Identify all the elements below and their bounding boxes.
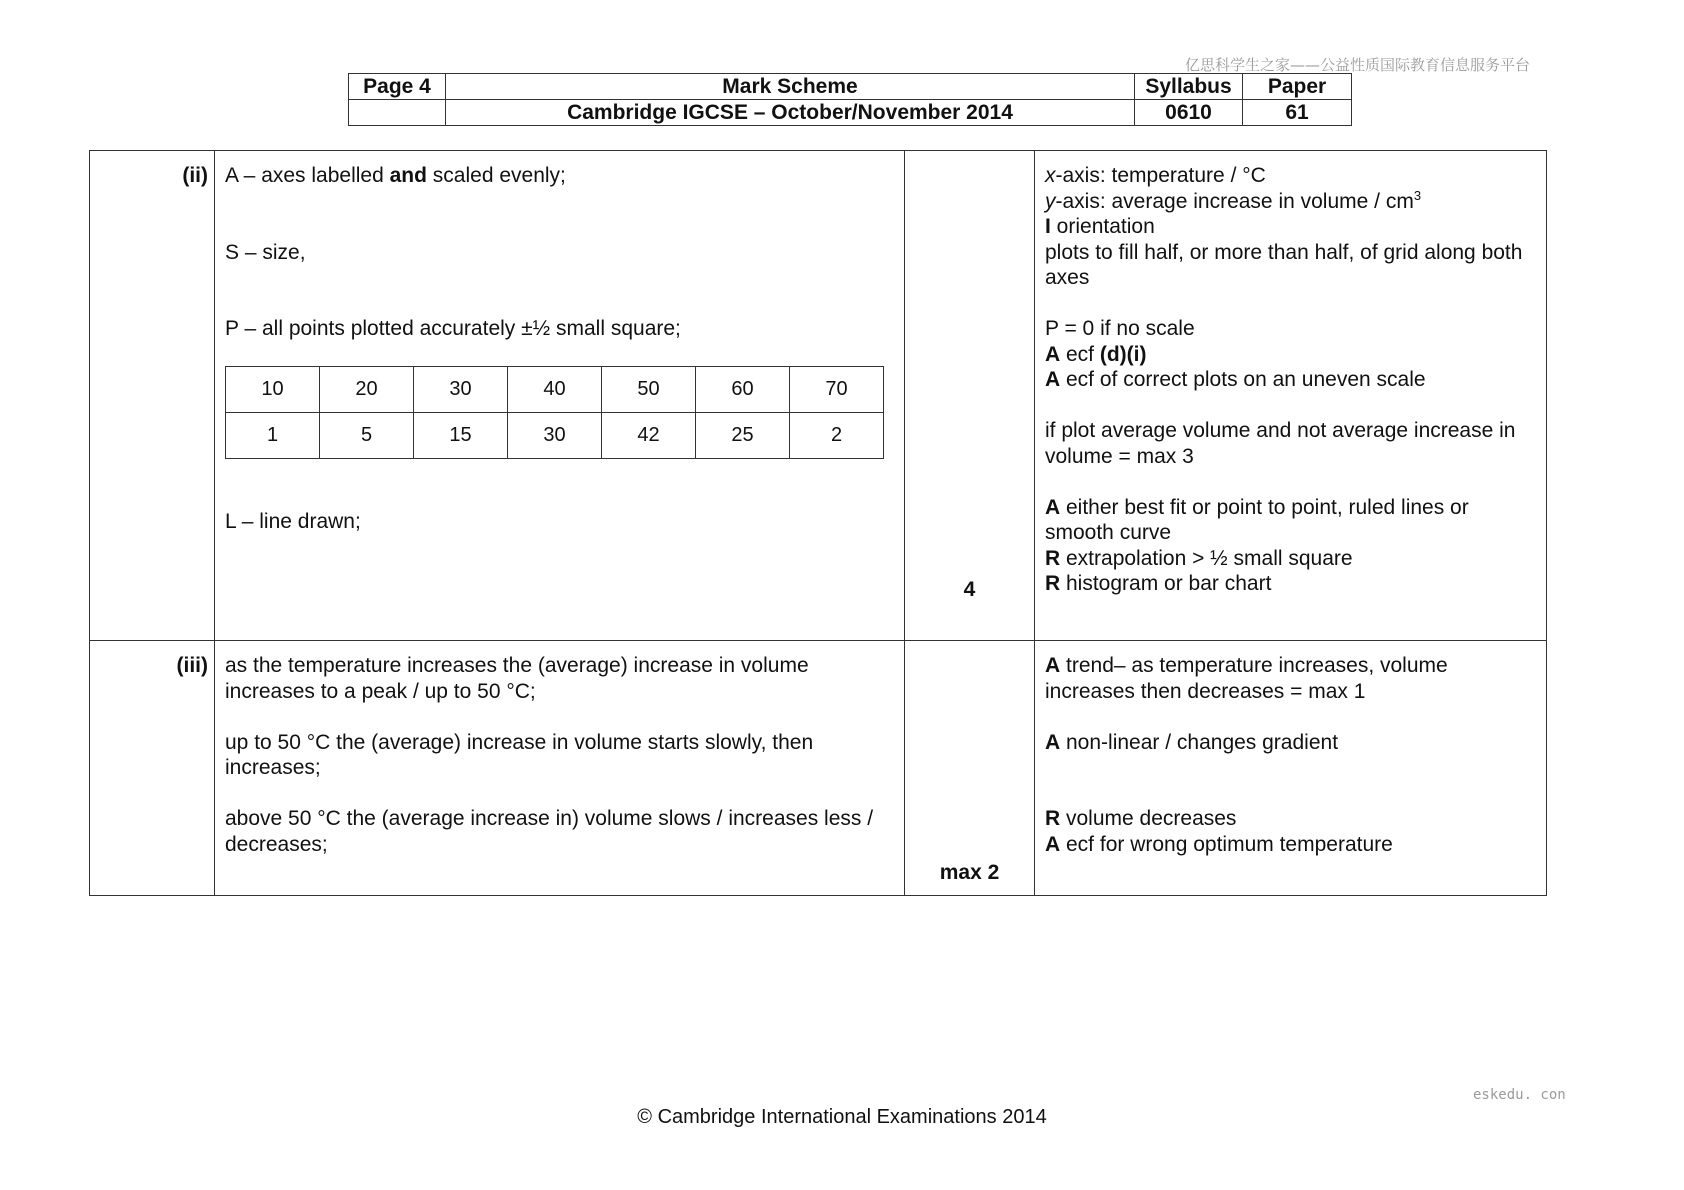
answer-point-2: up to 50 °C the (average) increase in volume starts slowly, then increases;	[225, 730, 814, 779]
answer-point-3: above 50 °C the (average increase in) volume slows / increases less / decreases;	[225, 807, 874, 856]
answer-cell	[215, 151, 905, 641]
guidance-cell	[1035, 641, 1547, 896]
row-part-iii	[90, 641, 1547, 896]
paper-number: 61	[1243, 100, 1352, 126]
guidance-ecf-uneven: A ecf of correct plots on an uneven scale	[1045, 368, 1426, 391]
data-cell: 42	[602, 412, 696, 458]
guidance-trend: A trend– as temperature increases, volume increases then decreases = max 1	[1045, 654, 1448, 703]
row-part-ii	[90, 151, 1547, 641]
data-cell: 2	[790, 412, 884, 458]
data-cell: 60	[696, 366, 790, 412]
watermark-footer: eskedu. con	[1473, 1087, 1566, 1103]
data-cell: 15	[414, 412, 508, 458]
guidance-extrapolation: R extrapolation > ½ small square	[1045, 546, 1353, 570]
guidance-cell	[1035, 151, 1547, 641]
data-cell: 50	[602, 366, 696, 412]
guidance-line-type: A either best fit or point to point, ruled lines or smooth curve	[1045, 495, 1469, 544]
marks-cell	[905, 151, 1035, 641]
data-cell: 40	[508, 366, 602, 412]
marks-value: max 2	[939, 861, 1000, 884]
question-label: (ii)	[90, 151, 215, 641]
mark-scheme-table	[89, 150, 1547, 896]
header-empty-cell	[349, 100, 446, 126]
guidance-p-zero: P = 0 if no scale	[1045, 317, 1195, 340]
marks-value: 4	[963, 578, 976, 601]
guidance-volume-decreases: R volume decreases	[1045, 807, 1237, 830]
page-number: Page 4	[349, 74, 446, 100]
marks-cell	[905, 641, 1035, 896]
criterion-a: A – axes labelled and scaled evenly;	[225, 164, 566, 187]
document-subtitle: Cambridge IGCSE – October/November 2014	[446, 100, 1135, 126]
data-cell: 70	[790, 366, 884, 412]
guidance-y-axis: y-axis: average increase in volume / $cm^3$	[1045, 187, 1422, 213]
answer-cell	[215, 641, 905, 896]
guidance-plots: plots to fill half, or more than half, of grid along both axes	[1045, 240, 1523, 289]
header-table	[348, 73, 1352, 126]
paper-label: Paper	[1243, 74, 1352, 100]
syllabus-label: Syllabus	[1135, 74, 1243, 100]
guidance-wrong-optimum: A ecf for wrong optimum temperature	[1045, 832, 1393, 856]
guidance-x-axis: x-axis: temperature / °C	[1045, 164, 1266, 187]
criterion-l: L – line drawn;	[225, 509, 361, 533]
data-cell: 30	[414, 366, 508, 412]
data-cell: 25	[696, 412, 790, 458]
data-row-temperature	[226, 366, 884, 412]
data-row-volume	[226, 412, 884, 458]
data-cell: 30	[508, 412, 602, 458]
guidance-average-volume: if plot average volume and not average increase in volume = max 3	[1045, 419, 1516, 468]
watermark-header: 亿思科学生之家——公益性质国际教育信息服务平台	[1185, 56, 1531, 74]
guidance-orientation: I orientation	[1045, 215, 1155, 238]
question-label: (iii)	[90, 641, 215, 896]
criterion-s: S – size,	[225, 240, 306, 264]
answer-point-1: as the temperature increases the (average) increase in volume increases to a peak / up to 50 °C;	[225, 654, 809, 703]
document-title: Mark Scheme	[446, 74, 1135, 100]
data-cell: 10	[226, 366, 320, 412]
syllabus-code: 0610	[1135, 100, 1243, 126]
guidance-non-linear: A non-linear / changes gradient	[1045, 730, 1339, 754]
data-cell: 1	[226, 412, 320, 458]
data-cell: 5	[320, 412, 414, 458]
criterion-p: P – all points plotted accurately ±½ small square;	[225, 317, 681, 340]
data-cell: 20	[320, 366, 414, 412]
copyright-footer: © Cambridge International Examinations 2014	[637, 1106, 1047, 1128]
data-table	[225, 366, 884, 459]
guidance-histogram: R histogram or bar chart	[1045, 572, 1272, 595]
guidance-ecf: A ecf (d)(i)	[1045, 342, 1147, 366]
